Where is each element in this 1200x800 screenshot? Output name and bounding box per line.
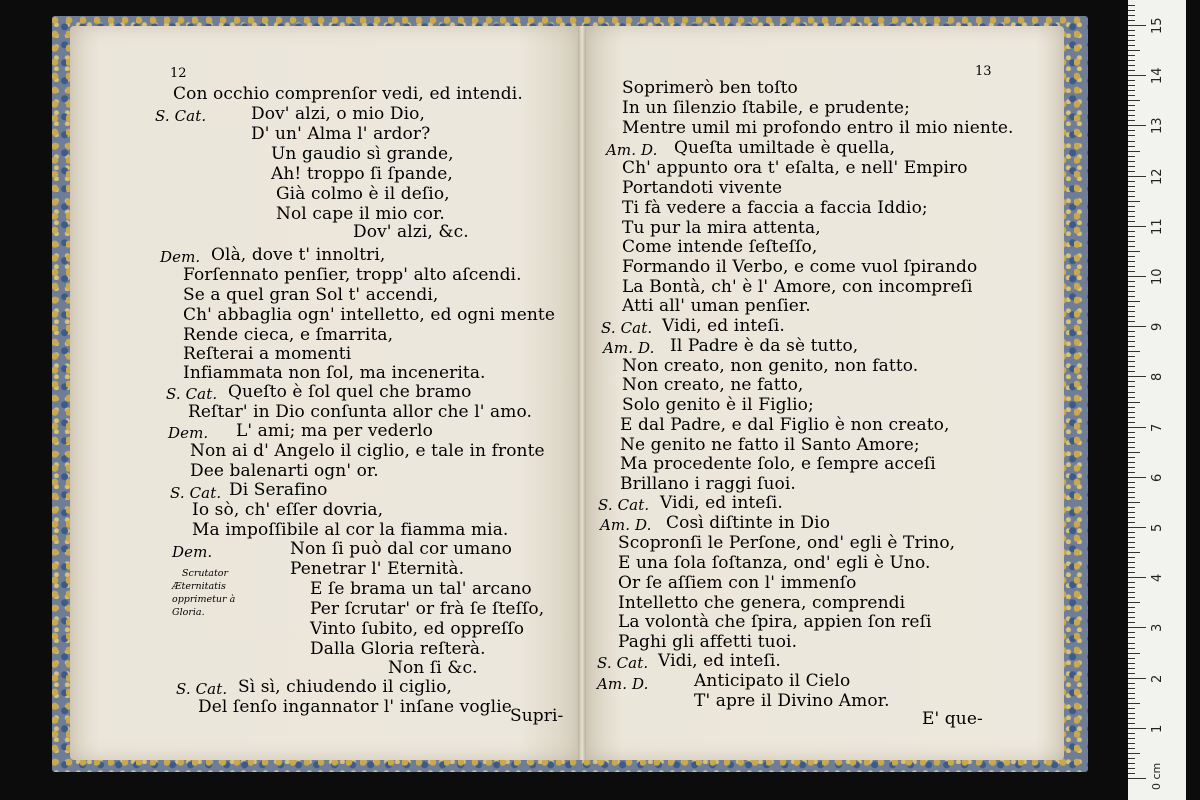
ruler-tick xyxy=(1128,120,1135,121)
text-line: Non ſi &c. xyxy=(388,658,478,678)
ruler-tick xyxy=(1128,577,1146,578)
ruler-tick xyxy=(1128,231,1135,232)
speaker-label: S. Cat. xyxy=(176,680,228,698)
text-line: Vinto ſubito, ed oppreſſo xyxy=(310,619,525,639)
text-line: Così diſtinte in Dio xyxy=(666,513,831,533)
ruler-tick xyxy=(1128,472,1135,473)
ruler-number: 6 xyxy=(1150,473,1165,482)
ruler-number: 12 xyxy=(1150,168,1165,185)
text-line: Queſta umiltade è quella, xyxy=(674,138,896,158)
text-line: La Bontà, ch' è l' Amore, con incompreſi xyxy=(622,277,973,297)
margin-note-line: Æternitatis xyxy=(172,581,226,592)
text-line: Scopronſi le Perſone, ond' egli è Trino, xyxy=(618,533,956,553)
text-line: Per ſcrutar' or frà ſe ſteſſo, xyxy=(310,599,545,619)
ruler-tick xyxy=(1128,778,1146,779)
ruler-tick xyxy=(1128,673,1135,674)
ruler-tick xyxy=(1128,663,1135,664)
ruler-tick xyxy=(1128,151,1140,152)
ruler-tick xyxy=(1128,527,1146,528)
ruler-tick xyxy=(1128,512,1135,513)
ruler-tick xyxy=(1128,141,1135,142)
text-line: Io sò, ch' eſſer dovria, xyxy=(192,500,384,520)
text-line: Ti fà vedere a faccia a faccia Iddio; xyxy=(622,198,928,218)
ruler-tick xyxy=(1128,216,1135,217)
ruler-tick xyxy=(1128,617,1135,618)
speaker-label: S. Cat. xyxy=(598,496,650,514)
text-line: Ma impoſſibile al cor la fiamma mia. xyxy=(192,520,509,540)
ruler-tick xyxy=(1128,256,1135,257)
ruler-tick xyxy=(1128,45,1135,46)
speaker-label: Am. D. xyxy=(603,339,655,357)
ruler-tick xyxy=(1128,502,1140,503)
ruler-tick xyxy=(1128,100,1140,101)
ruler-tick xyxy=(1128,201,1140,202)
ruler-tick xyxy=(1128,542,1135,543)
text-line: Del ſenſo ingannator l' inſane voglie xyxy=(198,697,512,717)
ruler-tick xyxy=(1128,723,1135,724)
ruler-tick xyxy=(1128,612,1135,613)
ruler-tick xyxy=(1128,30,1135,31)
ruler-tick xyxy=(1128,417,1135,418)
speaker-label: Am. D. xyxy=(597,675,649,693)
ruler-tick xyxy=(1128,181,1135,182)
ruler-tick xyxy=(1128,637,1135,638)
right-page-number: 13 xyxy=(975,64,992,79)
ruler-number: 11 xyxy=(1150,218,1165,235)
ruler-tick xyxy=(1128,261,1135,262)
ruler-tick xyxy=(1128,130,1135,131)
text-line: D' un' Alma l' ardor? xyxy=(251,124,431,144)
text-line: Vidi, ed inteſi. xyxy=(662,316,785,336)
ruler-tick xyxy=(1128,80,1135,81)
ruler-tick xyxy=(1128,743,1135,744)
ruler-tick xyxy=(1128,356,1135,357)
ruler-number: 4 xyxy=(1150,573,1165,583)
ruler-tick xyxy=(1128,40,1135,41)
ruler-tick xyxy=(1128,552,1140,553)
ruler-tick xyxy=(1128,728,1146,729)
text-line: Vidi, ed inteſi. xyxy=(658,651,781,671)
ruler-tick xyxy=(1128,422,1135,423)
book-gutter xyxy=(578,26,586,760)
ruler-tick xyxy=(1128,597,1135,598)
ruler-tick xyxy=(1128,532,1135,533)
ruler-number: 7 xyxy=(1150,423,1165,432)
ruler-tick xyxy=(1128,316,1135,317)
ruler-tick xyxy=(1128,386,1135,387)
catchword: E' que- xyxy=(922,709,983,729)
ruler-tick xyxy=(1128,748,1135,749)
text-line: Nol cape il mio cor. xyxy=(276,204,445,224)
ruler-number: 14 xyxy=(1150,67,1165,85)
ruler-tick xyxy=(1128,602,1140,603)
ruler-tick xyxy=(1128,487,1135,488)
ruler-number: 13 xyxy=(1150,117,1165,135)
ruler-tick xyxy=(1128,482,1135,483)
ruler-tick xyxy=(1128,447,1135,448)
text-line: Ne genito ne fatto il Santo Amore; xyxy=(620,435,920,455)
ruler-tick xyxy=(1128,361,1135,362)
ruler-tick xyxy=(1128,5,1135,6)
ruler-tick xyxy=(1128,587,1135,588)
ruler-tick xyxy=(1128,65,1135,66)
ruler-tick xyxy=(1128,341,1135,342)
speaker-label: Am. D. xyxy=(606,141,658,159)
left-page-number: 12 xyxy=(170,66,187,81)
ruler-tick xyxy=(1128,477,1146,478)
ruler-tick xyxy=(1128,698,1135,699)
ruler-tick xyxy=(1128,10,1135,11)
ruler-tick xyxy=(1128,557,1135,558)
text-line: Un gaudio sì grande, xyxy=(271,144,454,164)
text-line: Mentre umil mi profondo entro il mio niente. xyxy=(622,118,1014,138)
ruler-tick xyxy=(1128,407,1135,408)
ruler-tick xyxy=(1128,371,1135,372)
ruler-tick xyxy=(1128,321,1135,322)
ruler-tick xyxy=(1128,271,1135,272)
ruler-tick xyxy=(1128,351,1140,352)
text-line: Rende cieca, e ſmarrita, xyxy=(183,325,394,345)
text-line: Olà, dove t' innoltri, xyxy=(211,245,386,265)
text-line: Di Serafino xyxy=(229,480,328,500)
ruler-tick xyxy=(1128,75,1146,76)
text-line: Paghi gli affetti tuoi. xyxy=(618,632,798,652)
ruler-tick xyxy=(1128,70,1135,71)
ruler-tick xyxy=(1128,191,1135,192)
ruler-number: 5 xyxy=(1150,523,1165,532)
text-line: Non ſi può dal cor umano xyxy=(290,539,512,559)
ruler-tick xyxy=(1128,763,1135,764)
speaker-label: Dem. xyxy=(172,543,213,561)
ruler-tick xyxy=(1128,246,1135,247)
speaker-label: Am. D. xyxy=(600,516,652,534)
ruler-tick xyxy=(1128,110,1135,111)
ruler-tick xyxy=(1128,688,1135,689)
ruler-tick xyxy=(1128,161,1135,162)
ruler-tick xyxy=(1128,582,1135,583)
ruler-tick xyxy=(1128,146,1135,147)
ruler-tick xyxy=(1128,85,1135,86)
text-line: Forſennato penſier, tropp' alto aſcendi. xyxy=(183,265,522,285)
text-line: Intelletto che genera, comprendi xyxy=(618,593,906,613)
text-line: Queſto è ſol quel che bramo xyxy=(228,382,472,402)
text-line: Tu pur la mira attenta, xyxy=(622,218,821,238)
ruler-tick xyxy=(1128,105,1135,106)
ruler-tick xyxy=(1128,236,1135,237)
ruler-tick xyxy=(1128,437,1135,438)
speaker-label: Dem. xyxy=(160,248,201,266)
ruler-tick xyxy=(1128,738,1135,739)
ruler-tick xyxy=(1128,768,1135,769)
ruler-tick xyxy=(1128,55,1135,56)
ruler-tick xyxy=(1128,346,1135,347)
text-line: T' apre il Divino Amor. xyxy=(694,691,890,711)
ruler-tick xyxy=(1128,291,1135,292)
ruler-tick xyxy=(1128,567,1135,568)
text-line: La volontà che ſpira, appien ſon reſi xyxy=(618,612,932,632)
ruler-tick xyxy=(1128,286,1135,287)
ruler-tick xyxy=(1128,462,1135,463)
ruler-tick xyxy=(1128,306,1135,307)
ruler-tick xyxy=(1128,718,1135,719)
ruler-tick xyxy=(1128,703,1140,704)
text-line: L' ami; ma per vederlo xyxy=(236,421,433,441)
ruler-tick xyxy=(1128,547,1135,548)
ruler-tick xyxy=(1128,622,1135,623)
ruler-tick xyxy=(1128,442,1135,443)
ruler-tick xyxy=(1128,241,1135,242)
ruler-tick xyxy=(1128,50,1140,51)
ruler-number: 3 xyxy=(1150,624,1165,633)
text-line: Ch' abbaglia ogn' intelletto, ed ogni mente xyxy=(183,305,555,325)
ruler-tick xyxy=(1128,251,1140,252)
ruler-tick xyxy=(1128,427,1146,428)
ruler-tick xyxy=(1128,517,1135,518)
ruler-tick xyxy=(1128,733,1135,734)
ruler-tick xyxy=(1128,507,1135,508)
ruler-tick xyxy=(1128,402,1140,403)
margin-note-line: Scrutator xyxy=(182,568,229,579)
ruler-tick xyxy=(1128,125,1146,126)
text-line: Dov' alzi, o mio Dio, xyxy=(251,104,425,124)
ruler-tick xyxy=(1128,492,1135,493)
text-line: Con occhio comprenſor vedi, ed intendi. xyxy=(173,84,523,104)
text-line: Dalla Gloria reſterà. xyxy=(310,639,486,659)
ruler-tick xyxy=(1128,592,1135,593)
ruler-tick xyxy=(1128,708,1135,709)
ruler-tick xyxy=(1128,412,1135,413)
text-line: Non creato, non genito, non fatto. xyxy=(622,356,919,376)
ruler-tick xyxy=(1128,467,1135,468)
text-line: Reſtar' in Dio conſunta allor che l' amo. xyxy=(188,402,532,422)
ruler-tick xyxy=(1128,296,1135,297)
ruler-tick xyxy=(1128,713,1135,714)
ruler-tick xyxy=(1128,572,1135,573)
catchword: Supri- xyxy=(510,706,564,726)
ruler-tick xyxy=(1128,643,1135,644)
ruler-tick xyxy=(1128,115,1135,116)
ruler-tick xyxy=(1128,452,1140,453)
text-line: Ah! troppo ſi ſpande, xyxy=(271,164,453,184)
ruler-number: 1 xyxy=(1150,724,1165,733)
ruler-tick xyxy=(1128,678,1146,679)
ruler-tick xyxy=(1128,135,1135,136)
ruler-tick xyxy=(1128,206,1135,207)
speaker-label: S. Cat. xyxy=(601,319,653,337)
text-line: Portandoti vivente xyxy=(622,178,783,198)
ruler-tick xyxy=(1128,758,1135,759)
ruler-tick xyxy=(1128,90,1135,91)
ruler-tick xyxy=(1128,607,1135,608)
text-line: Come intende ſeſteſſo, xyxy=(622,237,818,257)
text-line: In un ſilenzio ſtabile, e prudente; xyxy=(622,98,910,118)
ruler-tick xyxy=(1128,753,1140,754)
ruler-tick xyxy=(1128,381,1135,382)
ruler-tick xyxy=(1128,166,1135,167)
ruler-tick xyxy=(1128,20,1135,21)
text-line: Vidi, ed inteſi. xyxy=(660,493,783,513)
ruler-tick xyxy=(1128,311,1135,312)
ruler-tick xyxy=(1128,392,1135,393)
ruler-tick xyxy=(1128,176,1146,177)
text-line: Infiammata non ſol, ma incenerita. xyxy=(183,363,486,383)
ruler-tick xyxy=(1128,336,1135,337)
text-line: Solo genito è il Figlio; xyxy=(622,395,814,415)
speaker-label: Dem. xyxy=(168,424,209,442)
speaker-label: S. Cat. xyxy=(170,484,222,502)
text-line: Reſterai a momenti xyxy=(183,344,352,364)
ruler-tick xyxy=(1128,648,1135,649)
ruler-number: 15 xyxy=(1150,17,1165,34)
text-line: Anticipato il Cielo xyxy=(694,671,851,691)
text-line: Non ai d' Angelo il ciglio, e tale in fronte xyxy=(190,441,545,461)
speaker-label: S. Cat. xyxy=(166,385,218,403)
ruler-tick xyxy=(1128,331,1135,332)
text-line: Non creato, ne fatto, xyxy=(622,375,804,395)
ruler-tick xyxy=(1128,266,1135,267)
text-line: E dal Padre, e dal Figlio è non creato, xyxy=(620,415,950,435)
ruler-tick xyxy=(1128,632,1135,633)
ruler-tick xyxy=(1128,773,1135,774)
ruler-tick xyxy=(1128,281,1135,282)
text-line: E ſe brama un tal' arcano xyxy=(310,579,532,599)
ruler-tick xyxy=(1128,186,1135,187)
ruler-tick xyxy=(1128,156,1135,157)
margin-note-line: opprimetur à xyxy=(172,594,236,605)
margin-note-line: Gloria. xyxy=(172,607,205,618)
ruler-tick xyxy=(1128,35,1135,36)
ruler-tick xyxy=(1128,562,1135,563)
ruler-tick xyxy=(1128,196,1135,197)
ruler-tick xyxy=(1128,326,1146,327)
ruler-tick xyxy=(1128,457,1135,458)
measuring-ruler xyxy=(1128,0,1186,800)
ruler-tick xyxy=(1128,226,1146,227)
speaker-label: S. Cat. xyxy=(155,107,207,125)
ruler-tick xyxy=(1128,95,1135,96)
ruler-tick xyxy=(1128,301,1140,302)
ruler-tick xyxy=(1128,366,1135,367)
text-line: Il Padre è da sè tutto, xyxy=(670,336,859,356)
ruler-tick xyxy=(1128,537,1135,538)
ruler-number: 10 xyxy=(1150,268,1165,285)
ruler-tick xyxy=(1128,522,1135,523)
ruler-tick xyxy=(1128,25,1146,26)
text-line: Atti all' uman penſier. xyxy=(622,296,811,316)
ruler-tick xyxy=(1128,376,1146,377)
ruler-number: 9 xyxy=(1150,322,1165,332)
ruler-tick xyxy=(1128,683,1135,684)
text-line: Dee balenarti ogn' or. xyxy=(190,461,379,481)
text-line: E una ſola ſoſtanza, ond' egli è Uno. xyxy=(618,553,931,573)
text-line: Ma procedente ſolo, e ſempre acceſi xyxy=(620,454,936,474)
ruler-tick xyxy=(1128,432,1135,433)
ruler-tick xyxy=(1128,668,1135,669)
ruler-tick xyxy=(1128,627,1146,628)
text-line: Penetrar l' Eternità. xyxy=(290,559,465,579)
ruler-tick xyxy=(1128,658,1135,659)
ruler-number: 8 xyxy=(1150,373,1165,382)
ruler-tick xyxy=(1128,497,1135,498)
ruler-tick xyxy=(1128,653,1140,654)
ruler-tick xyxy=(1128,15,1135,16)
text-line: Brillano i raggi ſuoi. xyxy=(620,474,796,494)
text-line: Ch' appunto ora t' eſalta, e nell' Empiro xyxy=(622,158,968,178)
text-line: Formando il Verbo, e come vuol ſpirando xyxy=(622,257,978,277)
text-line: Or ſe aſſiem con l' immenſo xyxy=(618,573,857,593)
ruler-tick xyxy=(1128,171,1135,172)
ruler-tick xyxy=(1128,397,1135,398)
text-line: Sì sì, chiudendo il ciglio, xyxy=(238,677,453,697)
ruler-tick xyxy=(1128,693,1135,694)
text-line: Dov' alzi, &c. xyxy=(353,222,469,242)
text-line: Soprimerò ben toſto xyxy=(622,78,798,98)
text-line: Se a quel gran Sol t' accendi, xyxy=(183,285,439,305)
speaker-label: S. Cat. xyxy=(597,654,649,672)
ruler-number: 2 xyxy=(1150,674,1165,683)
ruler-tick xyxy=(1128,276,1146,277)
text-line: Già colmo è il deſio, xyxy=(276,184,450,204)
ruler-tick xyxy=(1128,211,1135,212)
ruler-tick xyxy=(1128,221,1135,222)
ruler-tick xyxy=(1128,60,1135,61)
ruler-unit-label: 0 cm xyxy=(1150,762,1163,790)
